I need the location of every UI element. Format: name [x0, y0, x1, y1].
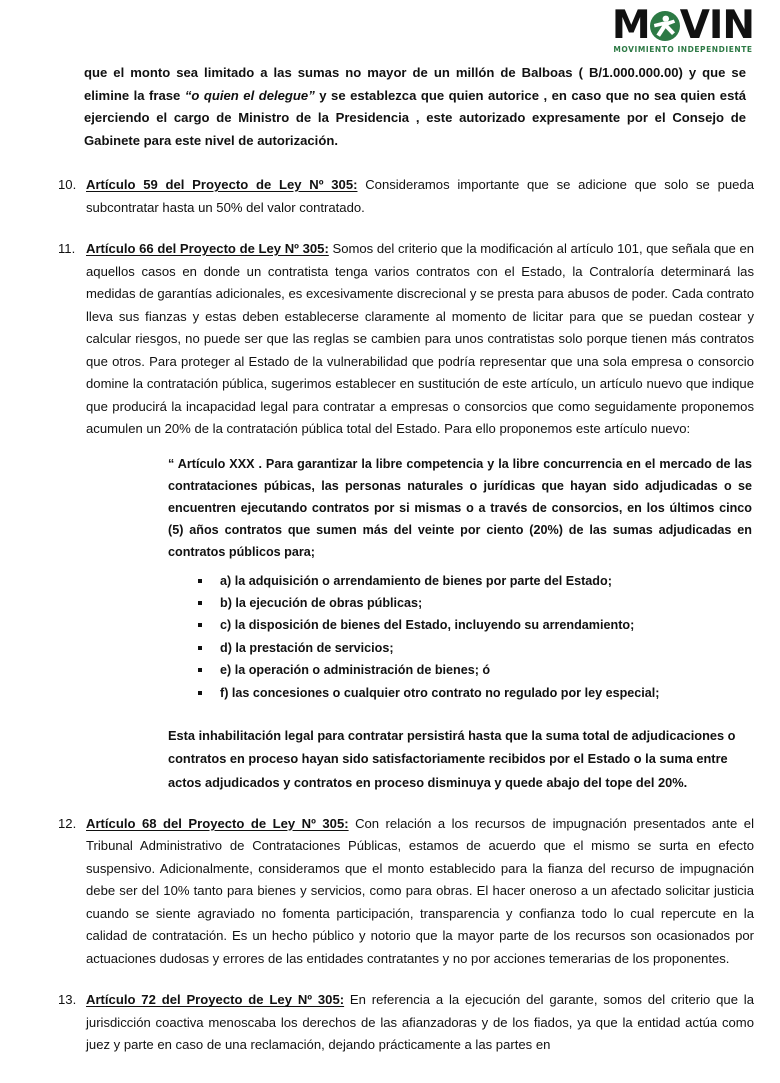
quote-closing-block — [168, 724, 752, 794]
article-body: Somos del criterio que la modificación al artículo 101, que señala que en aquellos casos en donde un contratista tenga varios contratos con el Estado, la Contraloría determinará las medidas de garantías adicionales, es excesivamente discrecional y se presta para abusos de poder. Cada contrato lleva sus fianzas y estas deben establecerse claramente al momento de licitar para que se puedan costear y calcular riesgos, no puede ser que las reglas se cambien para unos contratistas solo porque tienen más contratos que otros. Para proteger al Estado de la vulnerabilidad que podría representar que una sola empresa o consorcio domine la contratación pública, sugerimos establecer en sustitución de este artículo, un artículo nuevo que indique que producirá la incapacidad legal para contratar a empresas o consorcios que como seguidamente proponemos acumulen un 20% de la contratación pública total del Estado. Para ello proponemos este artículo nuevo: — [86, 241, 755, 437]
document-body — [0, 62, 780, 1057]
quote-lead-paragraph: “ Artículo XXX . Para garantizar la libre competencia y la libre concurrencia en el mercado de las contrataciones púbicas, las personas naturales o jurídicas que hayan sido adjudicadas o se encuentren ejecutando contratos por si mismas o a través de consorcios, en los últimos cinco (5) años contratos que sumen más del veinte por ciento (20%) de las sumas adjudicadas en contratos públicos para; — [168, 456, 752, 560]
quote-letter-item-a — [194, 570, 752, 592]
quote-letter-text: f) las concesiones o cualquier otro contrato no regulado por ley especial; — [220, 685, 660, 700]
list-item-article-72 — [24, 989, 754, 1057]
square-bullet-icon — [198, 668, 202, 672]
square-bullet-icon — [198, 623, 202, 627]
list-item-article-68 — [24, 813, 754, 971]
square-bullet-icon — [198, 646, 202, 650]
quote-letter-item-f — [194, 682, 752, 704]
article-title: Artículo 66 del Proyecto de Ley Nº 305: — [86, 241, 329, 257]
logo-wordmark — [594, 2, 772, 48]
article-title: Artículo 68 del Proyecto de Ley Nº 305: — [86, 815, 349, 831]
article-list — [24, 174, 754, 1057]
article-title: Artículo 59 del Proyecto de Ley Nº 305: — [86, 177, 358, 193]
proposed-article-quote — [86, 453, 754, 794]
intro-italic-phrase: “o quien el delegue” — [184, 87, 315, 103]
list-marker: 11. — [58, 241, 76, 257]
quote-letter-item-e — [194, 659, 752, 681]
article-paragraph — [86, 989, 754, 1057]
square-bullet-icon — [198, 601, 202, 605]
quote-closing-paragraph: Esta inhabilitación legal para contratar persistirá hasta que la suma total de adjudicaciones o contratos en proceso hayan sido satisfactoriamente recibidos por el Estado o la suma entre actos adjudicados y contratos en proceso disminuya y quede abajo del tope del 20%. — [168, 727, 736, 790]
list-marker: 13. — [58, 992, 77, 1008]
page-header — [0, 0, 780, 62]
logo-subtitle: MOVIMIENTO INDEPENDIENTE — [613, 45, 753, 54]
article-body: Con relación a los recursos de impugnación presentados ante el Tribunal Administrativo de Contrataciones Públicas, estamos de acuerdo que el mismo se surta en efecto suspensivo. Adicionalmente, consideramos que el monto establecido para la fianza del recurso de impugnación debe ser del 10% tanto para bienes y servicios, como para obras. El hacer oneroso a un afectado solicitar justicia cuando se siente agraviado no fomenta participación, transparencia y confianza todo lo cual repercute en la calidad de contratación. Es un hecho público y notorio que la mayor parte de los recursos son ocasionados por actuaciones dudosas y errores de las entidades contratantes y no por acciones temerarias de los proponentes. — [86, 815, 754, 966]
article-paragraph — [86, 174, 754, 219]
quote-letter-item-b — [194, 592, 752, 614]
intro-paragraph — [24, 62, 754, 152]
square-bullet-icon — [198, 691, 202, 695]
movin-logo — [594, 2, 772, 54]
list-marker: 10. — [58, 177, 77, 193]
quote-letter-text: b) la ejecución de obras públicas; — [220, 595, 423, 610]
quote-letter-list — [168, 570, 752, 704]
logo-letters-vin: VIN — [679, 2, 755, 48]
square-bullet-icon — [198, 579, 202, 583]
quote-letter-text: d) la prestación de servicios; — [220, 640, 394, 655]
article-body: En referencia a la ejecución del garante, somos del criterio que la jurisdicción coactiva menoscaba los derechos de las afianzadoras y de los fiados, ya que la entidad actúa como juez y parte en caso de una reclamación, dejando prácticamente a las partes en — [86, 992, 754, 1053]
quote-letter-text: e) la operación o administración de bienes; ó — [220, 663, 491, 678]
list-item-article-66 — [24, 238, 754, 794]
article-body: Consideramos importante que se adicione que solo se pueda subcontratar hasta un 50% del valor contratado. — [86, 177, 754, 215]
intro-text-after-italic: y se establezca que quien autorice , en caso que no sea quien está ejerciendo el cargo de Ministro de la Presidencia , este autorizado expresamente por el Consejo de Gabinete para este nivel de autorización. — [84, 87, 746, 148]
intro-text-before-italic: que el monto sea limitado a las sumas no mayor de un millón de Balboas ( B/1.000.000.00) y que se elimine la frase — [84, 65, 746, 103]
article-paragraph — [86, 238, 754, 441]
quote-letter-item-c — [194, 614, 752, 636]
quote-letter-text: a) la adquisición o arrendamiento de bienes por parte del Estado; — [220, 573, 612, 588]
list-marker: 12. — [58, 815, 77, 831]
article-title: Artículo 72 del Proyecto de Ley Nº 305: — [86, 992, 345, 1008]
article-paragraph — [86, 813, 754, 971]
logo-letter-m: M — [611, 2, 650, 48]
person-in-circle-icon — [649, 10, 681, 42]
quote-letter-item-d — [194, 637, 752, 659]
list-item-article-59 — [24, 174, 754, 219]
quote-letter-text: c) la disposición de bienes del Estado, incluyendo su arrendamiento; — [220, 618, 635, 633]
